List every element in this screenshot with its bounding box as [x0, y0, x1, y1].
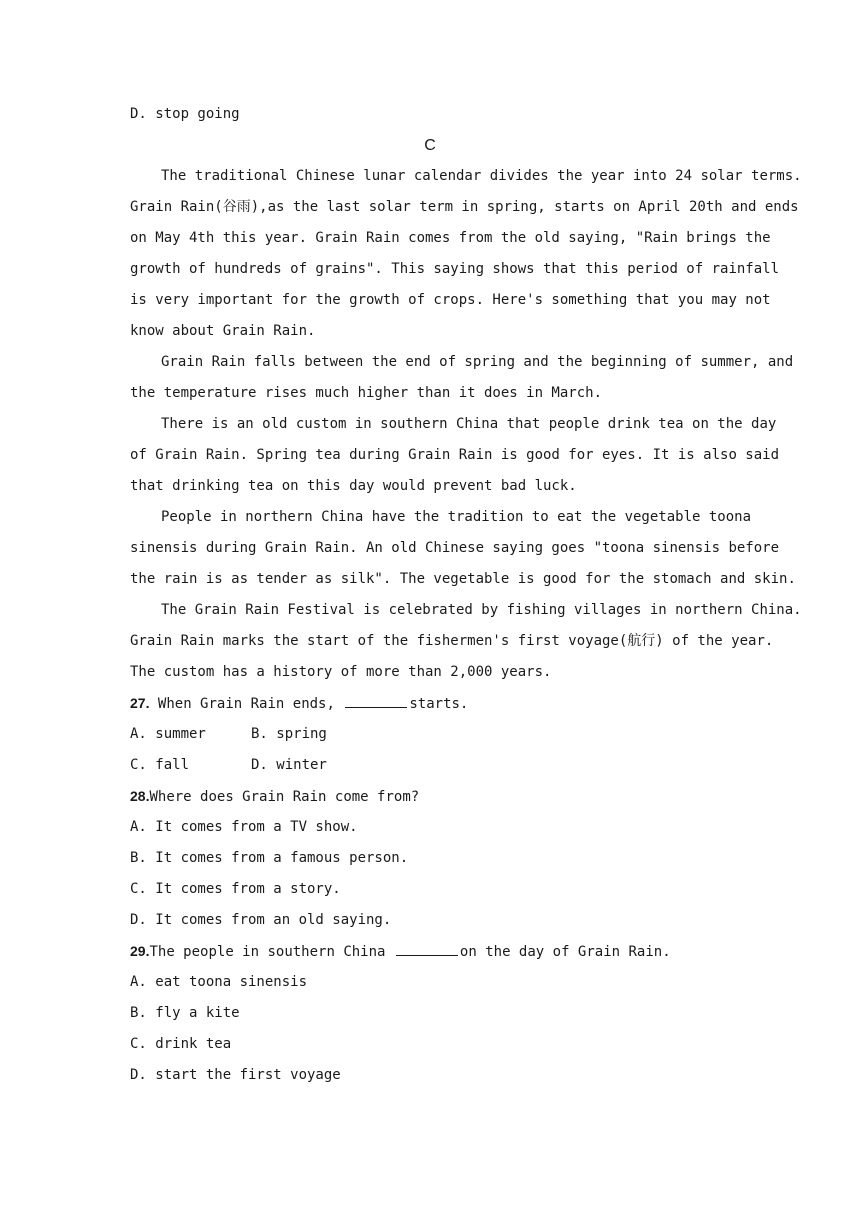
question-stem [130, 936, 730, 967]
question-number: 27. [130, 695, 150, 711]
stem-text-before-blank: When Grain Rain ends, [157, 696, 335, 712]
passage-line: growth of hundreds of grains". This saying shows that this period of rainfall [130, 261, 780, 277]
question-number: 28. [130, 788, 150, 804]
option-a: A. summer [130, 726, 206, 742]
passage-line: that drinking tea on this day would prevent bad luck. [130, 478, 577, 494]
option-d: D. start the first voyage [130, 1067, 341, 1083]
option-a: A. It comes from a TV show. [130, 819, 358, 835]
question-stem [130, 781, 730, 812]
option-d: D. winter [251, 757, 327, 773]
option-a: A. eat toona sinensis [130, 974, 308, 990]
option-c: C. drink tea [130, 1036, 232, 1052]
passage-line: sinensis during Grain Rain. An old Chinese saying goes "toona sinensis before [130, 540, 780, 556]
option-c: C. fall [130, 757, 190, 773]
question-stem [130, 688, 730, 719]
option-b: B. fly a kite [130, 1005, 240, 1021]
passage-line: the rain is as tender as silk". The vegetable is good for the stomach and skin. [130, 571, 796, 587]
passage-line: of Grain Rain. Spring tea during Grain Rain is good for eyes. It is also said [130, 447, 780, 463]
passage-line: There is an old custom in southern China that people drink tea on the day [161, 416, 777, 432]
passage-line: know about Grain Rain. [130, 323, 316, 339]
answer-blank [396, 941, 458, 956]
passage-line: The traditional Chinese lunar calendar divides the year into 24 solar terms. [161, 168, 802, 184]
passage-line: on May 4th this year. Grain Rain comes from the old saying, "Rain brings the [130, 230, 771, 246]
question-number: 29. [130, 943, 150, 959]
passage-line: is very important for the growth of crops. Here's something that you may not [130, 292, 771, 308]
passage-line: Grain Rain(谷雨),as the last solar term in spring, starts on April 20th and ends [130, 199, 799, 215]
option-d: D. It comes from an old saying. [130, 912, 392, 928]
option-b: B. spring [251, 726, 327, 742]
passage-line: People in northern China have the tradition to eat the vegetable toona [161, 509, 752, 525]
stem-text-before-blank: The people in southern China [149, 944, 386, 960]
passage-line: Grain Rain marks the start of the fishermen's first voyage(航行) of the year. [130, 633, 774, 649]
stem-text-after-blank: on the day of Grain Rain. [459, 944, 671, 960]
options-row [130, 719, 730, 750]
stem-text: Where does Grain Rain come from? [149, 789, 420, 805]
answer-blank [345, 693, 407, 708]
stem-text-after-blank: starts. [409, 696, 469, 712]
passage-line: the temperature rises much higher than it does in March. [130, 385, 603, 401]
options-row [130, 750, 730, 781]
passage-line: Grain Rain falls between the end of spring and the beginning of summer, and [161, 354, 794, 370]
passage-line: The Grain Rain Festival is celebrated by fishing villages in northern China. [161, 602, 802, 618]
section-title: C [424, 137, 436, 154]
passage-line: The custom has a history of more than 2,000 years. [130, 664, 552, 680]
option-b: B. It comes from a famous person. [130, 850, 409, 866]
previous-question-option-d: D. stop going [130, 106, 240, 122]
option-c: C. It comes from a story. [130, 881, 341, 897]
